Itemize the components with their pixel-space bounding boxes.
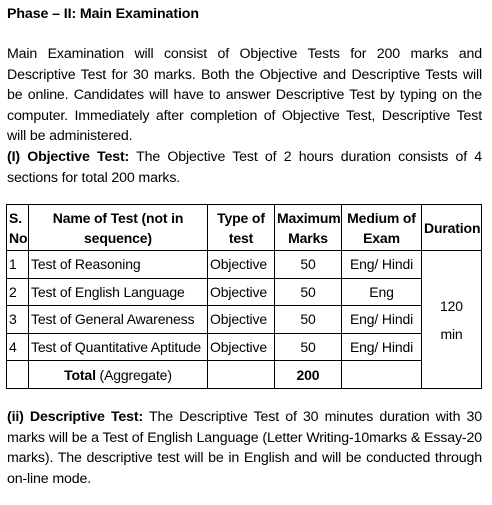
table-header-row xyxy=(7,205,482,251)
descriptive-test-label: (ii) Descriptive Test: xyxy=(7,409,144,425)
total-label-rest: (Aggregate) xyxy=(95,366,172,383)
cell-test-name: Test of General Awareness xyxy=(29,306,208,334)
header-test-name: Name of Test (not in sequence) xyxy=(29,205,208,251)
header-medium: Medium of Exam xyxy=(342,205,422,251)
cell-test-name: Test of Reasoning xyxy=(29,251,208,279)
total-label-bold: Total xyxy=(64,366,96,383)
cell-marks: 50 xyxy=(275,278,342,306)
duration-value: 120 xyxy=(440,297,463,314)
cell-medium: Eng/ Hindi xyxy=(342,306,422,334)
cell-type: Objective xyxy=(208,306,275,334)
exam-pattern-table xyxy=(6,204,482,389)
descriptive-test-paragraph xyxy=(7,407,482,489)
cell-medium: Eng xyxy=(342,278,422,306)
table-total-row xyxy=(7,361,482,389)
cell-test-name: Test of Quantitative Aptitude xyxy=(29,333,208,361)
header-sno: S. No xyxy=(7,205,29,251)
cell-test-name: Test of English Language xyxy=(29,278,208,306)
objective-test-text: The Objective Test of 2 hours duration consists of 4 sections for total 200 marks. xyxy=(7,149,483,186)
header-type: Type of test xyxy=(208,205,275,251)
cell-total-type xyxy=(208,361,275,389)
header-duration: Duration xyxy=(422,205,482,251)
table-row xyxy=(7,306,482,334)
objective-test-paragraph xyxy=(7,147,482,188)
objective-test-label: (I) Objective Test: xyxy=(7,149,130,165)
cell-sno: 1 xyxy=(7,251,29,279)
cell-sno: 4 xyxy=(7,333,29,361)
duration-unit: min xyxy=(440,325,463,342)
cell-marks: 50 xyxy=(275,251,342,279)
table-row xyxy=(7,278,482,306)
cell-type: Objective xyxy=(208,333,275,361)
cell-type: Objective xyxy=(208,278,275,306)
table-row xyxy=(7,333,482,361)
cell-total-label xyxy=(29,361,208,389)
intro-paragraph: Main Examination will consist of Objective Tests for 200 marks and Descriptive Test for 30 marks. Both the Objective and Descriptive Tests will be online. Candidates will have to answer Descriptive Test by typing on the computer. Immediately after completion of Objective Test, Descriptive Test will be administered. xyxy=(7,46,482,144)
cell-marks: 50 xyxy=(275,306,342,334)
section-heading: Phase – II: Main Examination xyxy=(7,6,199,22)
cell-total-sno xyxy=(7,361,29,389)
header-max-marks: Maximum Marks xyxy=(275,205,342,251)
cell-medium: Eng/ Hindi xyxy=(342,333,422,361)
cell-total-medium xyxy=(342,361,422,389)
cell-sno: 3 xyxy=(7,306,29,334)
descriptive-test-text: The Descriptive Test of 30 minutes duration with 30 marks will be a Test of English Language (Letter Writing-10marks & Essay-20 marks). The descriptive test will be in English and will be conducted through on-line mode. xyxy=(7,409,482,487)
cell-total-marks: 200 xyxy=(275,361,342,389)
cell-medium: Eng/ Hindi xyxy=(342,251,422,279)
cell-type: Objective xyxy=(208,251,275,279)
cell-duration xyxy=(422,251,482,389)
table-row xyxy=(7,251,482,279)
cell-sno: 2 xyxy=(7,278,29,306)
cell-marks: 50 xyxy=(275,333,342,361)
